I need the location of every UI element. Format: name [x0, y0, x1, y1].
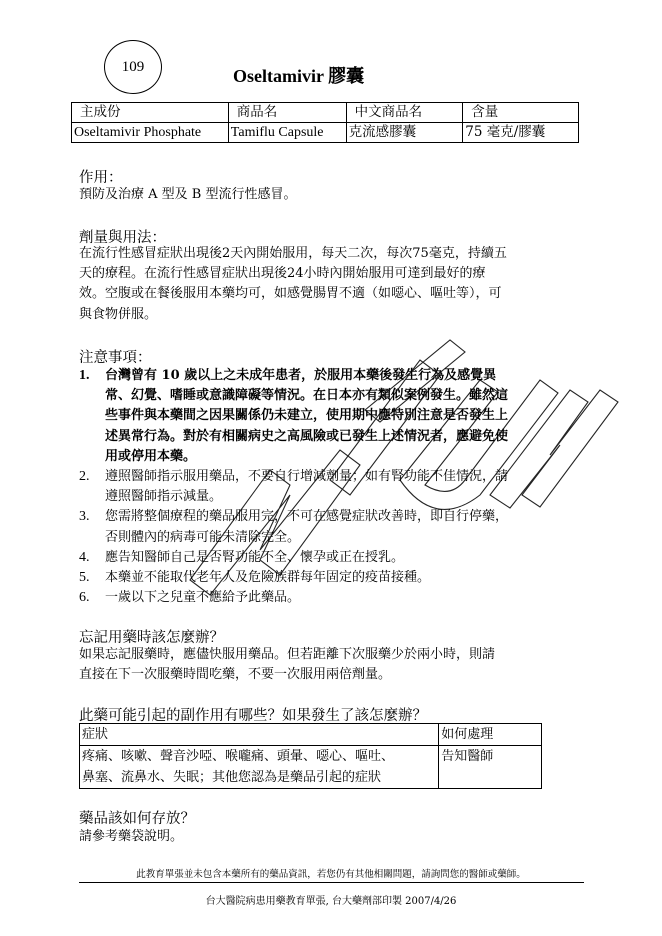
dosage-line: 天的療程。在流行性感冒症狀出現後24小時內開始服用可達到最好的療 — [79, 266, 486, 282]
precautions-list — [79, 366, 587, 608]
cell-ingredient: Oseltamivir Phosphate — [72, 123, 229, 143]
list-item — [79, 548, 587, 568]
list-line: 您需將整個療程的藥品服用完，不可在感覺症狀改善時，即自行停藥， — [105, 509, 509, 525]
cell-brand-name: Tamiflu Capsule — [228, 123, 346, 143]
side-effects-heading: 此藥可能引起的副作用有哪些？如果發生了該怎麼辦？ — [79, 708, 427, 724]
missed-dose-heading: 忘記用藥時該怎麼辦？ — [79, 630, 224, 646]
list-line: 遵照醫師指示服用藥品，不要自行增減劑量；如有腎功能不佳情況，請 — [105, 469, 509, 485]
list-item — [79, 366, 587, 467]
list-line: 用或停用本藥。 — [105, 448, 197, 464]
list-line: 些事件與本藥間之因果關係仍未建立，使用期中應特別注意是否發生上 — [105, 408, 509, 424]
precautions-heading: 注意事項： — [79, 350, 152, 366]
list-item — [79, 507, 587, 547]
cell-action: 告知醫師 — [439, 746, 542, 789]
list-line: 常、幻覺、嗜睡或意識障礙等情況。在日本亦有類似案例發生。雖然這 — [105, 388, 509, 404]
dosage-heading: 劑量與用法： — [79, 230, 166, 246]
list-line: 否則體內的病毒可能未清除完全。 — [105, 529, 301, 545]
header-ingredient: 主成份 — [72, 103, 229, 123]
header-brand-name: 商品名 — [228, 103, 346, 123]
storage-heading: 藥品該如何存放？ — [79, 811, 195, 827]
table-row — [80, 746, 542, 789]
list-number: 3. — [79, 509, 90, 525]
header-action: 如何處理 — [439, 724, 542, 746]
list-item — [79, 588, 587, 608]
document-number-circle — [104, 40, 162, 94]
dosage-text — [79, 244, 584, 325]
storage-text: 請參考藥袋說明。 — [79, 829, 184, 844]
dosage-line: 在流行性感冒症狀出現後2天內開始服用，每天二次，每次75毫克，持續五 — [79, 246, 507, 261]
table-header-row — [72, 103, 579, 123]
header-strength: 含量 — [463, 103, 579, 123]
list-line: 遵照醫師指示減量。 — [105, 489, 223, 505]
list-number: 6. — [79, 590, 90, 606]
missed-dose-text — [79, 645, 584, 685]
footer-credit: 台大醫院病患用藥教育單張, 台大藥劑部印製 2007/4/26 — [205, 896, 457, 907]
list-number: 5. — [79, 570, 90, 586]
list-line: 述異常行為。對於有相關病史之高風險或已發生上述情況者，應避免使 — [105, 428, 509, 444]
list-number: 1. — [79, 368, 90, 383]
list-number: 2. — [79, 469, 90, 485]
missed-line: 直接在下一次服藥時間吃藥，不要一次服用兩倍劑量。 — [79, 667, 392, 683]
symptom-line: 鼻塞、流鼻水、失眠；其他您認為是藥品引起的症狀 — [82, 770, 382, 785]
header-symptom: 症狀 — [80, 724, 439, 746]
side-effects-table — [79, 723, 542, 789]
symptom-line: 疼痛、咳嗽、聲音沙啞、喉嚨痛、頭暈、噁心、嘔吐、 — [82, 749, 395, 764]
dosage-line: 與食物併服。 — [79, 306, 158, 322]
cell-strength: 75 毫克/膠囊 — [463, 123, 579, 143]
table-row — [72, 123, 579, 143]
effect-heading: 作用： — [79, 170, 123, 186]
dosage-line: 效。空腹或在餐後服用本藥均可，如感覺腸胃不適（如噁心、嘔吐等），可 — [79, 286, 502, 302]
list-line: 應告知醫師自己是否腎功能不全、懷孕或正在授乳。 — [105, 549, 405, 565]
page-title: Oseltamivir 膠囊 — [233, 66, 365, 86]
list-number: 4. — [79, 549, 90, 565]
effect-text: 預防及治療 A 型及 B 型流行性感冒。 — [79, 187, 297, 202]
list-line: 台灣曾有 10 歲以上之未成年患者，於服用本藥後發生行為及感覺異 — [105, 368, 497, 383]
footer-divider — [79, 882, 584, 883]
header-chinese-name: 中文商品名 — [346, 103, 463, 123]
drug-info-table — [71, 102, 579, 143]
list-item — [79, 467, 587, 507]
cell-chinese-name: 克流感膠囊 — [346, 123, 463, 143]
list-line: 一歲以下之兒童不應給予此藥品。 — [105, 590, 301, 606]
document-number: 109 — [121, 58, 145, 75]
list-item — [79, 568, 587, 588]
missed-line: 如果忘記服藥時，應儘快服用藥品。但若距離下次服藥少於兩小時，則請 — [79, 647, 496, 662]
footer-note: 此教育單張並未包含本藥所有的藥品資訊，若您仍有其他相關問題，請詢問您的醫師或藥師。 — [136, 869, 526, 880]
cell-symptoms — [80, 746, 439, 789]
list-line: 本藥並不能取代老年人及危險族群每年固定的疫苗接種。 — [105, 570, 431, 586]
table-header-row — [80, 724, 542, 746]
